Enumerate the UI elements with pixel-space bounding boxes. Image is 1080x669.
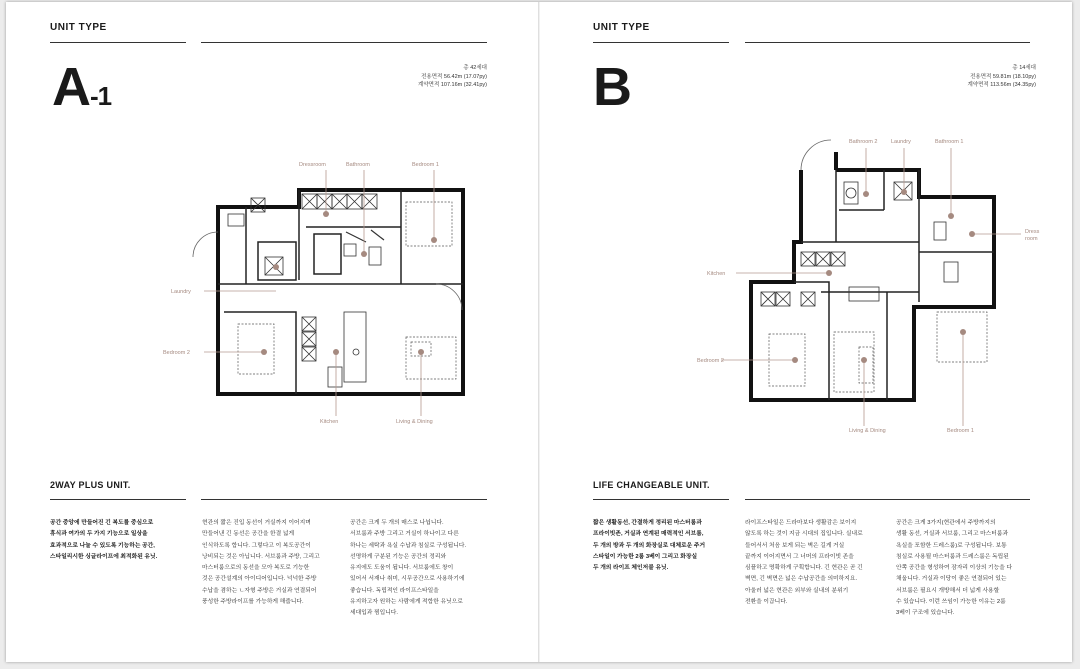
unit-count: 총 42세대 — [463, 65, 487, 71]
description-col-1: 공간 중앙에 만들어진 긴 복도를 중심으로 휴식과 여가의 두 가지 기능으로 일상을 효과적으로 나눌 수 있도록 기능하는 공간, 스타일리시한 싱글라이프에 최적화된 유닛. — [50, 520, 158, 560]
label-kitchen: Kitchen — [320, 419, 339, 425]
label-kitchen: Kitchen — [707, 271, 726, 277]
description-col-3: 공간은 크게 두 개의 매스로 나뉩니다. 서브룸과 주방 그리고 거실이 하나이고 다른 하나는 세탁과 욕실 수납과 침실로 구성됩니다. 선명하게 구분된 기능은 공간의 정리와 유지에도 도움이 됩니다. 서브룸에도 창이 있어서 서재나 취미, 시무공간으로 사용하기에 좋습니다. 독립적인 라이프스타일을 유지하고자 원하는 사람에게 적합한 유닛으로 세대입과 찜입니다. — [350, 520, 467, 617]
section-title: UNIT TYPE — [593, 22, 650, 33]
label-living-dining: Living & Dining — [849, 428, 886, 434]
label-laundry: Laundry — [171, 289, 191, 295]
brochure-spread — [6, 2, 1072, 662]
label-room: room — [1025, 236, 1038, 242]
page-unit-a1 — [6, 2, 539, 662]
label-bedroom-2: Bedroom 2 — [163, 350, 190, 356]
unit-type-heading: A-1 — [52, 57, 112, 117]
unit-tagline: LIFE CHANGEABLE UNIT. — [593, 480, 710, 490]
description-col-1: 짧은 생활동선, 간결하게 정리된 마스터룸과 프라이빗존, 거실과 연계된 매력적인 서브룸, 두 개의 방과 두 개의 화장실로 대체로운 주거 스타일이 가능한 2룸 3베이 그리고 화장실 두 개의 라이프 체인저블 유닛. — [593, 520, 706, 572]
label-laundry: Laundry — [891, 139, 911, 145]
contract-area: 계약면적 107.16m (32.41py) — [418, 82, 487, 89]
unit-tagline: 2WAY PLUS UNIT. — [50, 480, 131, 490]
tagline-rule-long — [745, 499, 1030, 500]
label-bedroom-1: Bedroom 1 — [412, 162, 439, 168]
exclusive-area: 전용면적 56.42m (17.07py) — [421, 73, 487, 80]
tagline-rule — [50, 499, 186, 500]
unit-type-heading: B — [593, 57, 631, 117]
label-bathroom-1: Bathroom 1 — [935, 139, 964, 145]
page-unit-b — [539, 2, 1072, 662]
label-bedroom-1: Bedroom 1 — [947, 428, 974, 434]
section-title: UNIT TYPE — [50, 22, 107, 33]
description-col-3: 공간은 크게 3가지(현관에서 주방까지의 생활 동선, 거실과 서브룸, 그리고 마스터룸과 욕실을 포함한 드레스룸)로 구성됩니다. 보통 침실로 사용될 마스터룸과 드레스룸은 독립된 안쪽 공간을 형성하여 잠자리 이상의 기능을 다 채웁니다. 거실과 이당이 좋은 연결되어 있는 서브룸은 필요시 개방해서 더 넓게 사용할 수 있습니다. 이런 쓰임이 가능한 이유는 2룸 3베이 구조에 있습니다. — [896, 520, 1013, 617]
contract-area: 계약면적 113.56m (34.35py) — [967, 82, 1036, 89]
tagline-rule — [593, 499, 729, 500]
label-bathroom: Bathroom — [346, 162, 370, 168]
label-bathroom-2: Bathroom 2 — [849, 139, 878, 145]
exclusive-area: 전용면적 59.81m (18.10py) — [970, 73, 1036, 80]
label-bedroom-2: Bedroom 2 — [697, 358, 724, 364]
unit-count: 총 14세대 — [1012, 65, 1036, 71]
description-col-2: 현관의 짧은 진입 동선이 거실까지 이어지며 만들어낸 긴 동선은 공간을 한결 넓게 인식하도록 합니다. 그렇다고 이 복도공간이 낭비되는 것은 아닙니다. 서브룸과 주방, 그리고 마스터룸으로의 동선을 모아 복도로 기능한 것은 공간설계의 아이디어입니다. 넉넉한 주방 수납을 겸하는 ㄴ자형 주방은 거실과 연결되어 풍성한 주방라이프를 가능하게 해줍니다. — [202, 520, 320, 606]
tagline-rule-long — [201, 499, 487, 500]
label-dress: Dress — [1025, 229, 1040, 235]
description-col-2: 라이프스타일은 드라마보다 생활감은 보이지 않도록 하는 것이 지금 시대의 집입니다. 실내로 들어서서 처음 보게 되는 벽은 길게 거실 끝까지 이어지면서 그 너머의 프라이빗 존을 심플하고 명확하게 구획합니다. 긴 현관은 곧 긴 벽면, 긴 벽면은 넓은 수납공간을 의미하지요. 아울러 넓은 현관은 외부와 실내의 분위기 전환을 이끕니다. — [745, 520, 863, 606]
label-dressroom: Dressroom — [299, 162, 326, 168]
label-living-dining: Living & Dining — [396, 419, 433, 425]
